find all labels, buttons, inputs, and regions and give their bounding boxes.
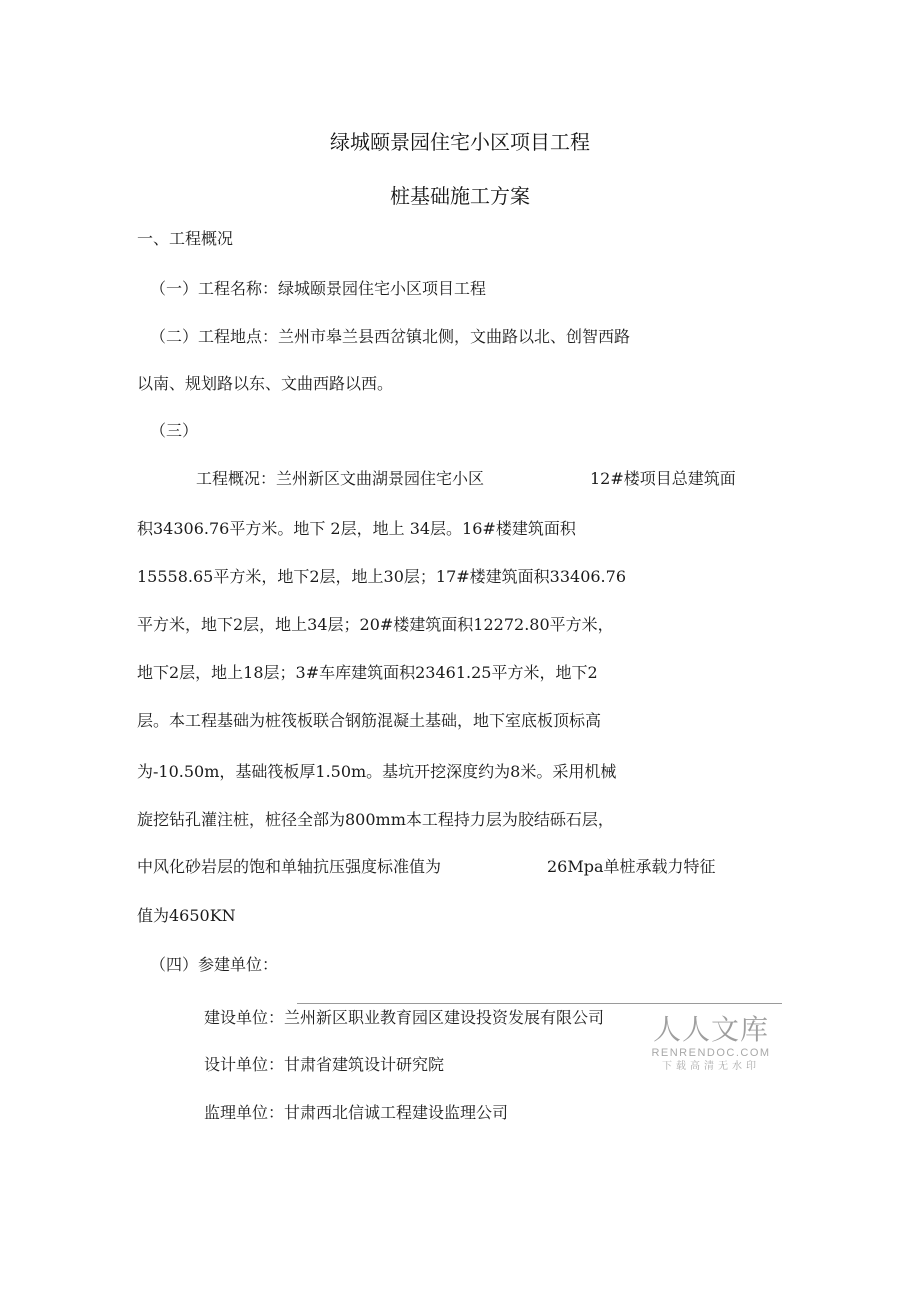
document-subtitle: 桩基础施工方案 xyxy=(390,184,530,208)
watermark-logo xyxy=(646,1014,776,1074)
overview-label: （三） xyxy=(150,421,199,440)
supervisor-unit: 监理单位：甘肃西北信诚工程建设监理公司 xyxy=(204,1103,509,1122)
overview-line-4: 平方米，地下2层，地上34层；20#楼建筑面积12272.80平方米， xyxy=(137,615,614,634)
overview-line-3: 15558.65平方米，地下2层，地上30层；17#楼建筑面积33406.76 xyxy=(137,567,626,586)
watermark-tagline: 下载高清无水印 xyxy=(662,1061,760,1072)
project-location-line-2: 以南、规划路以东、文曲西路以西。 xyxy=(137,374,394,393)
project-name-line: （一）工程名称：绿城颐景园住宅小区项目工程 xyxy=(150,279,487,298)
document-title: 绿城颐景园住宅小区项目工程 xyxy=(330,130,590,154)
builder-underline xyxy=(297,1003,782,1004)
designer-unit: 设计单位：甘肃省建筑设计研究院 xyxy=(204,1055,445,1074)
overview-line-10: 值为4650KN xyxy=(137,906,236,925)
overview-line-9b: 26Mpa单桩承载力特征 xyxy=(547,857,716,876)
builder-unit: 建设单位：兰州新区职业教育园区建设投资发展有限公司 xyxy=(204,1008,605,1027)
overview-line-1b: 12#楼项目总建筑面 xyxy=(590,469,736,488)
project-location-line-1: （二）工程地点：兰州市皋兰县西岔镇北侧，文曲路以北、创智西路 xyxy=(150,327,631,346)
overview-line-5: 地下2层，地上18层；3#车库建筑面积23461.25平方米，地下2 xyxy=(137,663,598,682)
overview-line-9a: 中风化砂岩层的饱和单轴抗压强度标准值为 xyxy=(137,857,442,876)
watermark-main-text: 人人文库 xyxy=(652,1013,769,1046)
section-heading: 一、工程概况 xyxy=(137,229,234,248)
watermark-domain: RENRENDOC.COM xyxy=(651,1047,771,1059)
overview-line-6: 层。本工程基础为桩筏板联合钢筋混凝土基础，地下室底板顶标高 xyxy=(137,711,602,730)
overview-line-1a: 工程概况：兰州新区文曲湖景园住宅小区 xyxy=(196,469,485,488)
overview-line-7: 为-10.50m，基础筏板厚1.50m。基坑开挖深度约为8米。采用机械 xyxy=(137,762,617,781)
participants-label: （四）参建单位： xyxy=(150,955,279,974)
overview-line-8: 旋挖钻孔灌注桩，桩径全部为800mm本工程持力层为胶结砾石层， xyxy=(137,810,614,829)
overview-line-2: 积34306.76平方米。地下 2层，地上 34层。16#楼建筑面积 xyxy=(137,519,576,538)
